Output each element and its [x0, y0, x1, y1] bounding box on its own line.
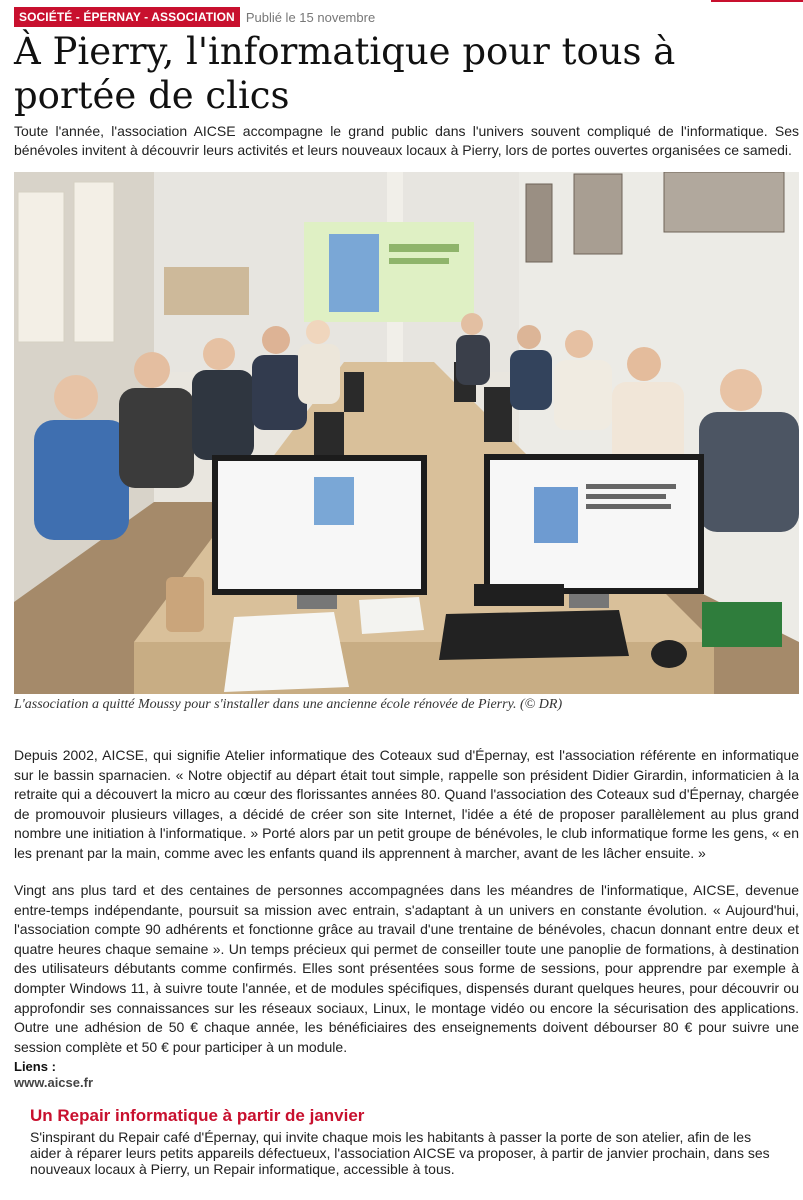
article-title: À Pierry, l'informatique pour tous à portée de clics: [14, 30, 676, 117]
classroom-photo-illustration: [14, 172, 799, 694]
article-lede: Toute l'année, l'association AICSE accompagne le grand public dans l'univers souvent compliqué de l'informatique. Ses bénévoles invitent à découvrir leurs activités et leurs nouveaux locaux à Pierry, lors de portes ouvertes organisées ce samedi.: [14, 123, 799, 158]
links-label: Liens :: [14, 1059, 56, 1074]
body-paragraph-1: Depuis 2002, AICSE, qui signifie Atelier informatique des Coteaux sud d'Épernay, est l'association référente en informatique sur le bassin sparnacien. « Notre objectif au départ était tout simple, rappelle son président Didier Girardin, informaticien à la retraite qui a découvert la micro au cœur des florissantes années 80. Quand l'association des Coteaux sud d'Épernay, chargée de promouvoir plusieurs villages, a décidé de créer son site Internet, l'idée a été de proposer parallèlement au plus grand nombre une initiation à l'informatique. » Porté alors par un petit groupe de bénévoles, le club informatique forme les gens, « en les prenant par la main, comme avec les enfants quand ils apprennent à marcher, avant de les lâcher ensuite. »: [14, 747, 799, 861]
category-tag[interactable]: SOCIÉTÉ - ÉPERNAY - ASSOCIATION: [14, 7, 240, 27]
links-url[interactable]: www.aicse.fr: [14, 1075, 93, 1090]
box-title: Un Repair informatique à partir de janvier: [30, 1106, 365, 1125]
sidebar-box: [16, 1100, 803, 1200]
body-paragraph-2: Vingt ans plus tard et des centaines de personnes accompagnées dans les méandres de l'informatique, AICSE, devenue entre-temps indépendante, poursuit sa mission avec entrain, s'adaptant à un univers en constante évolution. « Aujourd'hui, l'association compte 90 adhérents et fonctionne grâce au travail d'une trentaine de bénévoles, chacun donnant entre deux et quatre heures chaque semaine ». Un temps précieux qui permet de conseiller toute une panoplie de formations, à destination des utilisateurs débutants comme confirmés. Elles sont présentées sous forme de sessions, pour apprendre par exemple à dompter Windows 11, à suivre toute l'année, et de modules spécifiques, dispensés durant quelques heures, pour découvrir ou approfondir ses connaissances sur les réseaux sociaux, Linux, le montage vidéo ou encore la sécurisation des applications. Outre une adhésion de 50 € chaque année, les bénéficiaires des enseignements doivent débourser 80 € pour suivre une session complète et 50 € pour participer à un module.: [14, 882, 799, 1055]
article-photo[interactable]: [14, 172, 799, 694]
article-meta: [14, 7, 375, 27]
photo-caption: L'association a quitté Moussy pour s'installer dans une ancienne école rénovée de Pierry. (© DR): [14, 697, 563, 712]
top-accent-rule: [711, 0, 803, 2]
box-text: S'inspirant du Repair café d'Épernay, qui invite chaque mois les habitants à passer la porte de son atelier, afin de les aider à réparer leurs petits appareils défectueux, l'association AICSE va proposer, à partir de janvier prochain, dans ses nouveaux locaux à Pierry, un Repair informatique, accessible à tous.: [30, 1129, 770, 1177]
publish-date: Publié le 15 novembre: [245, 9, 376, 25]
